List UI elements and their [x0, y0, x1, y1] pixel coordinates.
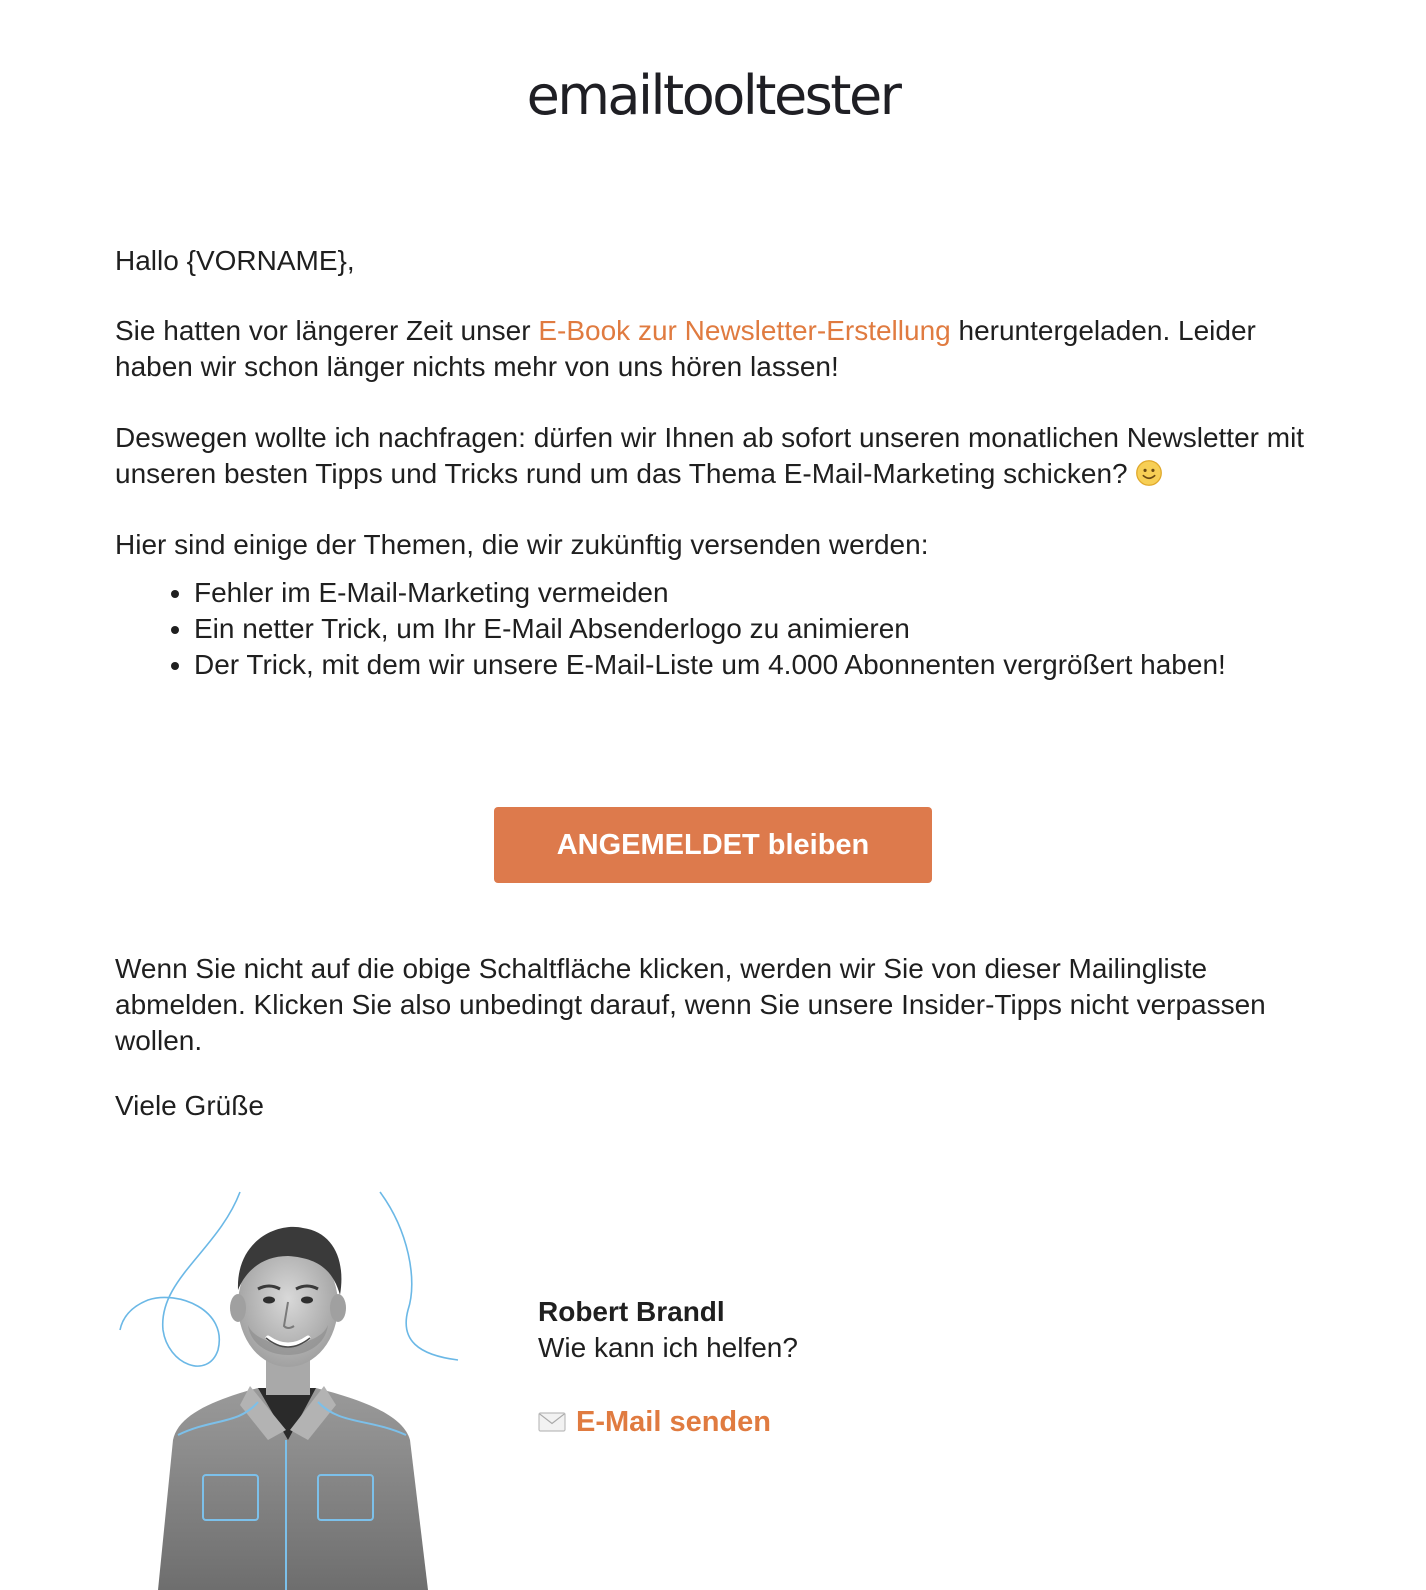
- author-photo: [118, 1190, 460, 1590]
- signature-role: Wie kann ich helfen?: [538, 1332, 798, 1363]
- send-email-link[interactable]: [538, 1404, 771, 1440]
- logo-container: [0, 62, 1426, 130]
- envelope-icon: [538, 1412, 566, 1432]
- email-body: [115, 243, 1315, 683]
- ebook-link[interactable]: E-Book zur Newsletter-Erstellung: [538, 315, 951, 346]
- smiley-emoji: [1135, 459, 1163, 487]
- topics-list: [115, 575, 1315, 683]
- paragraph-topics-intro: Hier sind einige der Themen, die wir zukünftig versenden werden:: [115, 529, 929, 560]
- paragraph-intro: [115, 313, 1315, 385]
- signature-block: [538, 1294, 798, 1441]
- intro-text-end: heruntergeladen. Leider haben wir schon länger nichts mehr von uns hören lassen!: [115, 315, 1256, 382]
- closing: Viele Grüße: [115, 1090, 264, 1121]
- question-text: Deswegen wollte ich nachfragen: dürfen wir Ihnen ab sofort unseren monatlichen Newsletter mit unseren besten Tipps und Tricks rund um das Thema E-Mail-Marketing schicken?: [115, 422, 1305, 489]
- greeting: Hallo {VORNAME},: [115, 245, 355, 276]
- signature-name: Robert Brandl: [538, 1296, 725, 1327]
- list-item: • Ein netter Trick, um Ihr E-Mail Absenderlogo zu animieren: [194, 611, 1315, 647]
- cta-container: [0, 807, 1426, 883]
- intro-text-start: Sie hatten vor längerer Zeit unser: [115, 315, 539, 346]
- send-email-label: E-Mail senden: [576, 1406, 771, 1438]
- author-portrait: [118, 1190, 460, 1590]
- paragraph-question: [115, 420, 1315, 492]
- paragraph-unsubscribe-warning: Wenn Sie nicht auf die obige Schaltfläche klicken, werden wir Sie von dieser Mailingliste abmelden. Klicken Sie also unbedingt darauf, wenn Sie unsere Insider-Tipps nicht verpassen wollen.: [115, 953, 1266, 1056]
- list-item: • Der Trick, mit dem wir unsere E-Mail-Liste um 4.000 Abonnenten vergrößert haben!: [194, 647, 1315, 683]
- email-footer-text: [115, 951, 1315, 1124]
- brand-logo: emailtooltester: [526, 64, 900, 127]
- list-item: • Fehler im E-Mail-Marketing vermeiden: [194, 575, 1315, 611]
- stay-subscribed-button[interactable]: ANGEMELDET bleiben: [494, 807, 932, 883]
